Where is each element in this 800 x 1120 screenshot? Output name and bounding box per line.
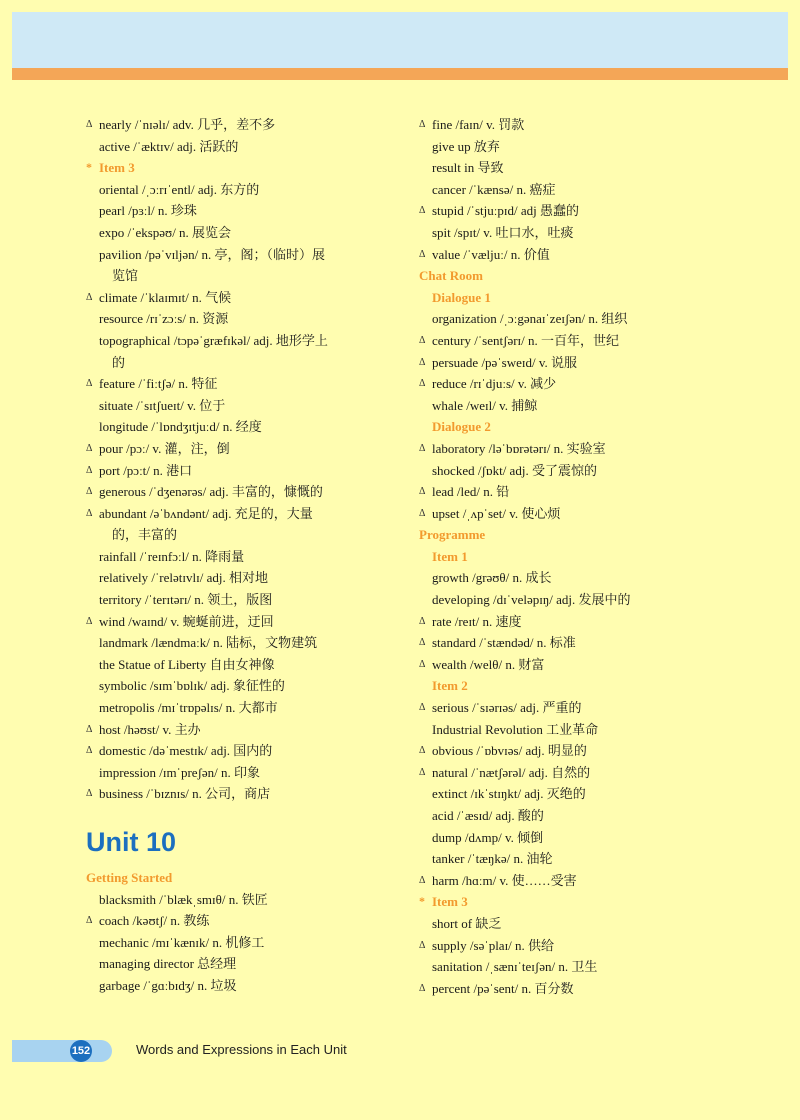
vocab-text: rainfall /ˈreɪnfɔːl/ n. 降雨量: [99, 548, 245, 564]
vocab-text: dump /dʌmp/ v. 倾倒: [432, 829, 544, 845]
triangle-icon: Δ: [86, 464, 93, 476]
vocab-text: feature /ˈfiːtʃə/ n. 特征: [99, 376, 218, 392]
vocab-text: developing /dɪˈveləpɪŋ/ adj. 发展中的: [432, 592, 631, 608]
vocab-entry: [86, 889, 406, 911]
vocab-text: serious /ˈsɪərɪəs/ adj. 严重的: [432, 700, 582, 716]
vocab-entry: [86, 740, 406, 762]
triangle-icon: Δ: [86, 615, 93, 627]
vocab-text: the Statue of Liberty 自由女神像: [99, 656, 275, 672]
vocab-text: organization /ˌɔːgənaɪˈzeɪʃən/ n. 组织: [432, 311, 628, 327]
vocab-entry: [86, 975, 406, 997]
triangle-icon: Δ: [86, 442, 93, 454]
triangle-icon: Δ: [419, 766, 426, 778]
vocab-entry: [419, 157, 739, 179]
vocab-text: garbage /ˈgɑːbɪdʒ/ n. 垃圾: [99, 977, 237, 993]
vocab-entry: [86, 460, 406, 482]
vocab-text: mechanic /mɪˈkænɪk/ n. 机修工: [99, 934, 265, 950]
vocab-entry: [419, 308, 739, 330]
vocab-entry: [86, 611, 406, 633]
vocab-text: longitude /ˈlɒndʒɪtjuːd/ n. 经度: [99, 419, 262, 435]
triangle-icon: Δ: [86, 119, 93, 130]
vocab-entry: [86, 654, 406, 676]
vocab-entry: [86, 179, 406, 201]
vocab-text: shocked /ʃɒkt/ adj. 受了震惊的: [432, 462, 597, 478]
vocab-text: impression /ɪmˈpreʃən/ n. 印象: [99, 764, 261, 780]
vocab-text: oriental /ˌɔːrɪˈentl/ adj. 东方的: [99, 181, 260, 197]
triangle-icon: Δ: [86, 723, 93, 735]
vocab-text: spit /spɪt/ v. 吐口水，吐痰: [432, 224, 574, 240]
vocab-text: climate /ˈklaɪmɪt/ n. 气候: [99, 289, 232, 305]
vocab-text: supply /səˈplaɪ/ n. 供给: [432, 937, 555, 953]
vocab-entry: [419, 611, 739, 633]
vocab-text: managing director 总经理: [99, 956, 237, 972]
section-heading: Programme: [419, 527, 486, 543]
top-header-band: [12, 12, 788, 68]
triangle-icon: Δ: [419, 702, 426, 714]
vocab-entry: [419, 783, 739, 805]
vocab-entry: [419, 848, 739, 870]
subsection-heading: [419, 675, 739, 697]
vocab-text: obvious /ˈɒbvɪəs/ adj. 明显的: [432, 743, 587, 759]
subsection-heading: [419, 546, 739, 568]
vocab-text: situate /ˈsɪtʃueɪt/ v. 位于: [99, 397, 226, 413]
subsection-label: Item 3: [432, 894, 468, 910]
triangle-icon: Δ: [86, 486, 93, 498]
vocab-text: nearly /ˈnɪəlɪ/ adv. 几乎，差不多: [99, 117, 276, 132]
vocab-entry: [86, 136, 406, 158]
vocab-text: value /ˈvæljuː/ n. 价值: [432, 246, 550, 262]
vocab-entry: [86, 546, 406, 568]
vocab-text: harm /hɑːm/ v. 使……受害: [432, 872, 577, 888]
vocab-text-continued: 的: [112, 354, 126, 370]
triangle-icon: Δ: [419, 248, 426, 260]
vocab-text: topographical /tɔpəˈgræfɪkəl/ adj. 地形学上: [99, 332, 328, 348]
triangle-icon: Δ: [419, 442, 426, 454]
vocab-text: Industrial Revolution 工业革命: [432, 721, 599, 737]
triangle-icon: Δ: [86, 745, 93, 757]
vocab-entry: [86, 287, 406, 309]
vocab-text: wind /waɪnd/ v. 蜿蜒前进，迂回: [99, 613, 274, 629]
vocab-entry: [419, 913, 739, 935]
triangle-icon: Δ: [419, 486, 426, 498]
vocab-text: standard /ˈstændəd/ n. 标准: [432, 635, 576, 651]
footer-title: Words and Expressions in Each Unit: [136, 1042, 347, 1057]
triangle-icon: Δ: [419, 874, 426, 886]
vocab-text: growth /grəʊθ/ n. 成长: [432, 570, 552, 586]
vocab-text: give up 放弃: [432, 138, 500, 154]
vocab-text: abundant /əˈbʌndənt/ adj. 充足的，大量: [99, 505, 313, 521]
vocab-entry: [86, 675, 406, 697]
vocab-text: upset /ˌʌpˈset/ v. 使心烦: [432, 505, 561, 521]
vocab-text: pour /pɔː/ v. 灌，注，倒: [99, 440, 230, 456]
vocab-entry: [419, 870, 739, 892]
vocab-text: reduce /rɪˈdjuːs/ v. 减少: [432, 376, 557, 392]
vocab-entry: [86, 200, 406, 222]
vocab-entry: [86, 308, 406, 330]
vocab-entry: [419, 330, 739, 352]
vocab-entry: [419, 827, 739, 849]
triangle-icon: Δ: [419, 356, 426, 368]
vocab-entry: [419, 978, 739, 1000]
vocab-entry: [86, 244, 406, 287]
vocab-text: expo /ˈekspəʊ/ n. 展览会: [99, 224, 232, 240]
vocab-text: resource /rɪˈzɔːs/ n. 资源: [99, 311, 229, 327]
subsection-label: Item 1: [432, 548, 468, 564]
vocab-text: cancer /ˈkænsə/ n. 癌症: [432, 181, 556, 197]
vocab-entry: [419, 179, 739, 201]
vocab-text: coach /kəʊtʃ/ n. 教练: [99, 913, 210, 929]
vocab-text: rate /reɪt/ n. 速度: [432, 613, 522, 629]
vocab-text: laboratory /ləˈbɒrətərɪ/ n. 实验室: [432, 440, 606, 456]
vocab-entry: [86, 416, 406, 438]
vocab-entry: [419, 697, 739, 719]
header-stripe: [12, 68, 788, 80]
vocab-entry: [86, 373, 406, 395]
vocab-text: fine /faɪn/ v. 罚款: [432, 117, 525, 132]
triangle-icon: Δ: [419, 745, 426, 757]
vocab-text: relatively /ˈrelətɪvlɪ/ adj. 相对地: [99, 570, 268, 586]
vocab-entry: [419, 200, 739, 222]
vocab-text: result in 导致: [432, 160, 504, 176]
vocab-text: wealth /welθ/ n. 财富: [432, 656, 545, 672]
vocab-entry: [86, 632, 406, 654]
triangle-icon: Δ: [419, 119, 426, 130]
vocab-text: stupid /ˈstjuːpɪd/ adj 愚蠢的: [432, 203, 579, 219]
triangle-icon: Δ: [419, 939, 426, 951]
asterisk-icon: *: [86, 160, 92, 175]
vocab-entry: [86, 719, 406, 741]
vocab-text: territory /ˈterɪtərɪ/ n. 领土，版图: [99, 592, 273, 608]
vocab-entry: [86, 953, 406, 975]
vocab-text: pavilion /pəˈvɪljən/ n. 亭，阁；（临时）展: [99, 246, 326, 262]
triangle-icon: Δ: [419, 982, 426, 994]
right-column: [419, 114, 739, 999]
vocab-text: active /ˈæktɪv/ adj. 活跃的: [99, 138, 239, 154]
subsection-heading: [419, 416, 739, 438]
vocab-text: natural /ˈnætʃərəl/ adj. 自然的: [432, 764, 591, 780]
vocab-text: whale /weɪl/ v. 捕鲸: [432, 397, 538, 413]
vocab-entry: [86, 503, 406, 546]
vocab-text: domestic /dəˈmestɪk/ adj. 国内的: [99, 743, 273, 759]
vocab-text: extinct /ɪkˈstɪŋkt/ adj. 灭绝的: [432, 786, 586, 802]
section-heading: Chat Room: [419, 268, 483, 284]
subsection-heading: [419, 891, 739, 913]
triangle-icon: Δ: [419, 334, 426, 346]
subsection-label: Item 2: [432, 678, 468, 694]
vocab-entry: [419, 136, 739, 158]
subsection-label: Dialogue 1: [432, 289, 491, 305]
vocab-entry: [86, 697, 406, 719]
vocab-entry: [419, 244, 739, 266]
vocab-text: percent /pəˈsent/ n. 百分数: [432, 980, 574, 996]
vocab-entry: [86, 438, 406, 460]
vocab-entry: [419, 373, 739, 395]
vocab-entry: [86, 330, 406, 373]
vocab-entry: [419, 935, 739, 957]
triangle-icon: Δ: [419, 205, 426, 217]
page-number: 152: [70, 1040, 92, 1062]
vocab-text: port /pɔːt/ n. 港口: [99, 462, 193, 478]
triangle-icon: Δ: [86, 378, 93, 390]
triangle-icon: Δ: [86, 915, 93, 927]
vocab-entry: [419, 352, 739, 374]
triangle-icon: Δ: [419, 507, 426, 519]
triangle-icon: Δ: [419, 658, 426, 670]
vocab-text: sanitation /ˌsænɪˈteɪʃən/ n. 卫生: [432, 959, 598, 975]
vocab-entry: [419, 719, 739, 741]
vocab-entry: [419, 740, 739, 762]
vocab-entry: [86, 567, 406, 589]
vocab-entry: [86, 783, 406, 805]
vocab-entry: [419, 956, 739, 978]
vocab-text-continued: 的，丰富的: [112, 527, 178, 543]
unit-heading: Unit 10: [86, 827, 177, 857]
vocab-text: generous /ˈdʒenərəs/ adj. 丰富的，慷慨的: [99, 484, 323, 500]
footer-tab: [12, 1040, 112, 1062]
vocab-entry: [86, 222, 406, 244]
vocab-entry: [419, 654, 739, 676]
vocab-entry: [419, 481, 739, 503]
vocab-entry: [419, 395, 739, 417]
subsection-label: Dialogue 2: [432, 419, 491, 435]
vocab-entry: [419, 503, 739, 525]
subsection-heading: [419, 287, 739, 309]
vocab-text: pearl /pɜːl/ n. 珍珠: [99, 203, 197, 219]
vocab-text: tanker /ˈtæŋkə/ n. 油轮: [432, 851, 553, 867]
vocab-entry: [86, 395, 406, 417]
vocab-text: acid /ˈæsɪd/ adj. 酸的: [432, 808, 544, 823]
left-column: [86, 114, 406, 997]
vocab-text: lead /led/ n. 铅: [432, 484, 510, 500]
vocab-text: symbolic /sɪmˈbɒlɪk/ adj. 象征性的: [99, 678, 285, 694]
vocab-entry: [419, 589, 739, 611]
subsection-label: Item 3: [99, 160, 135, 176]
vocab-entry: [86, 932, 406, 954]
vocab-text: landmark /lændmaːk/ n. 陆标，文物建筑: [99, 635, 318, 651]
vocab-text: metropolis /mɪˈtrɒpəlɪs/ n. 大都市: [99, 700, 278, 716]
vocab-entry: [86, 762, 406, 784]
vocab-entry: [419, 222, 739, 244]
asterisk-icon: *: [419, 894, 425, 909]
vocab-entry: [419, 762, 739, 784]
triangle-icon: Δ: [86, 507, 93, 519]
vocab-text: persuade /pəˈsweɪd/ v. 说服: [432, 354, 578, 370]
triangle-icon: Δ: [419, 637, 426, 649]
section-heading: Getting Started: [86, 870, 173, 885]
triangle-icon: Δ: [419, 615, 426, 627]
vocab-entry: [86, 910, 406, 932]
triangle-icon: Δ: [86, 788, 93, 800]
vocab-text: short of 缺乏: [432, 915, 502, 931]
vocab-entry: [419, 114, 739, 136]
subsection-heading: [86, 157, 406, 179]
triangle-icon: Δ: [86, 291, 93, 303]
vocab-entry: [86, 114, 406, 136]
vocab-text: host /həʊst/ v. 主办: [99, 721, 201, 737]
vocab-entry: [419, 567, 739, 589]
vocab-text: century /ˈsentʃərɪ/ n. 一百年，世纪: [432, 332, 620, 348]
vocab-entry: [419, 460, 739, 482]
vocab-text: business /ˈbɪznɪs/ n. 公司，商店: [99, 786, 271, 802]
vocab-text: blacksmith /ˈblækˌsmɪθ/ n. 铁匠: [99, 891, 268, 907]
triangle-icon: Δ: [419, 378, 426, 390]
vocab-text-continued: 览馆: [112, 268, 139, 284]
vocab-entry: [86, 481, 406, 503]
vocab-entry: [419, 805, 739, 827]
vocab-entry: [419, 438, 739, 460]
vocab-entry: [419, 632, 739, 654]
vocab-entry: [86, 589, 406, 611]
